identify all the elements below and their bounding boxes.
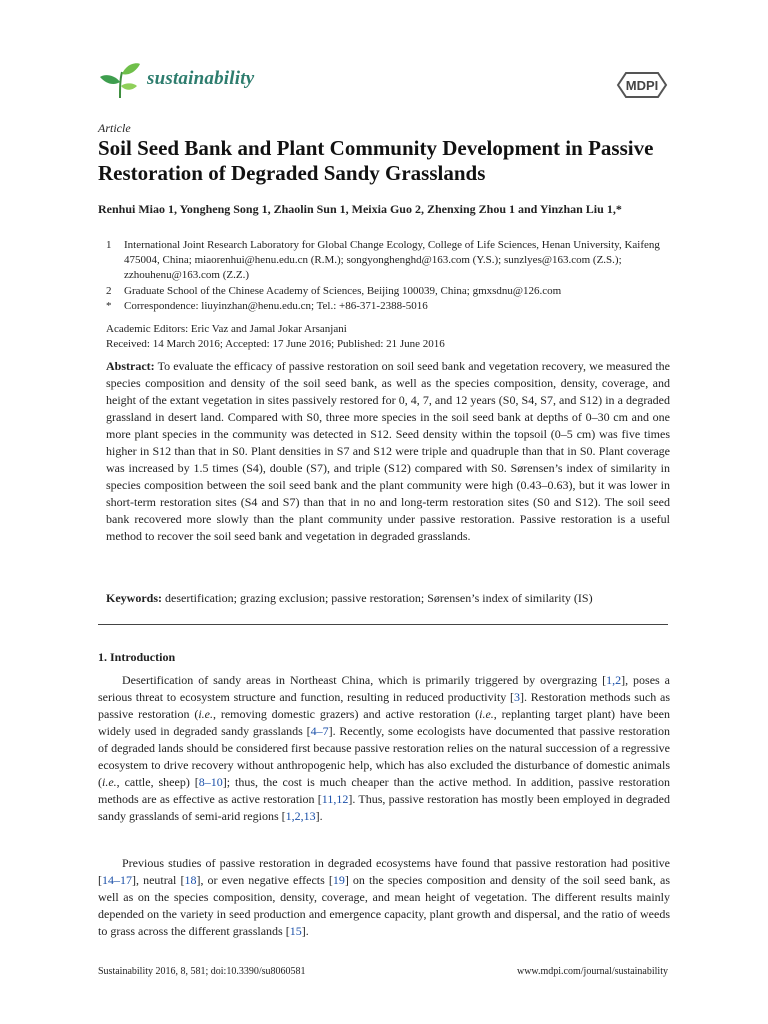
section-divider [98, 624, 668, 625]
article-type: Article [98, 121, 131, 135]
footer-journal-url[interactable]: www.mdpi.com/journal/sustainability [516, 966, 668, 977]
abstract [106, 358, 670, 545]
citation-link[interactable]: 3 [514, 690, 521, 704]
abstract-text: To evaluate the efficacy of passive restoration on soil seed bank and vegetation recovery, we measured the species composition and density of the soil seed bank, as well as the species composition, density, coverage, and height of the extant vegetation in sites passively restored for 0, 4, 7, and 12 years (S0, S4, S7, and S12) in a degraded grassland in desert land. Compared with S0, three more species in the soil seed bank at depths of 0–30 cm and one more plant species in the community was detected in S12. Seed density within the topsoil (0–5 cm) was five times higher in S12 than that in S0. Plant densities in S7 and S12 were triple and quadruple than that in S0. Plant coverage was increased by 1.5 times (S4), double (S7), and triple (S12) compared with S0. Sørensen’s index of similarity in species composition between the soil seed bank and the plant community were high (0.43–0.63), but it was lower in short-term restoration sites (S4 and S7) than that in no and long-term restoration sites (S0 and S12). The soil seed bank recovered more slowly than the plant community under passive restoration. Passive restoration is a useful method to recover the soil seed bank and vegetation in degraded grasslands. [106, 359, 670, 543]
mdpi-logo-icon [614, 70, 670, 100]
intro-heading: 1. Introduction [98, 650, 176, 664]
academic-editors: Academic Editors: Eric Vaz and Jamal Jokar Arsanjani [106, 323, 347, 335]
citation-link[interactable]: 19 [332, 873, 345, 887]
citation-link[interactable]: 15 [289, 924, 302, 938]
intro-paragraph-2: Previous studies of passive restoration in degraded ecosystems have found that passive restoration had positive [14–17], neutral [18], or even negative effects [19] on the species composition and density of the soil seed bank, as well as on the species composition, density, coverage, and mean height of vegetation. The different results mainly depended on the variety in seed production and emergence capacity, plant growth and dispersal, and the ratio of weeds to grass across the different grasslands [15]. [98, 856, 670, 938]
citation-link[interactable]: 14–17 [102, 873, 132, 887]
citation-link[interactable]: 11,12 [321, 792, 349, 806]
citation-link[interactable]: 8–10 [198, 775, 223, 789]
footer-citation: Sustainability 2016, 8, 581; doi:10.3390/su8060581 [98, 966, 306, 977]
citation-link[interactable]: 4–7 [310, 724, 329, 738]
article-title: Soil Seed Bank and Plant Community Development in Passive Restoration of Degraded Sandy Grasslands [98, 136, 654, 185]
intro-paragraph-1: Desertification of sandy areas in Northeast China, which is primarily triggered by overgrazing [1,2], poses a serious threat to ecosystem structure and function, resulting in reduced productivity [3]. Restoration methods such as passive restoration (i.e., removing domestic grazers) and active restoration (i.e., replanting target plant) have been widely used in degraded sandy grasslands [4–7]. Recently, some ecologists have documented that passive restoration of degraded lands should be considered first because passive restoration relies on the natural succession of a regressive ecosystem to drive recovery without anthropogenic help, which has also excluded the disturbance of domestic animals (i.e., cattle, sheep) [8–10]; thus, the cost is much cheaper than the active method. In addition, passive restoration methods are as effective as active restoration [11,12]. Thus, passive restoration has mostly been employed in degraded sandy grasslands of semi-arid regions [1,2,13]. [98, 673, 671, 823]
keywords-label: Keywords: [106, 591, 162, 605]
keywords-text: desertification; grazing exclusion; passive restoration; Sørensen’s index of similarity (IS) [165, 591, 593, 605]
svg-text:MDPI: MDPI [625, 78, 659, 93]
editor-and-dates [106, 322, 445, 352]
keywords [106, 590, 670, 606]
leaf-logo-icon [98, 60, 142, 100]
author-list: Renhui Miao 1, Yongheng Song 1, Zhaolin Sun 1, Meixia Guo 2, Zhenxing Zhou 1 and Yinzhan Liu 1,* [98, 202, 622, 216]
journal-name: sustainability [147, 68, 255, 89]
publication-dates: Received: 14 March 2016; Accepted: 17 June 2016; Published: 21 June 2016 [106, 338, 445, 350]
citation-link[interactable]: 1,2 [606, 673, 622, 687]
abstract-label: Abstract: [106, 359, 155, 373]
citation-link[interactable]: 18 [184, 873, 197, 887]
citation-link[interactable]: 1,2,13 [285, 809, 316, 823]
